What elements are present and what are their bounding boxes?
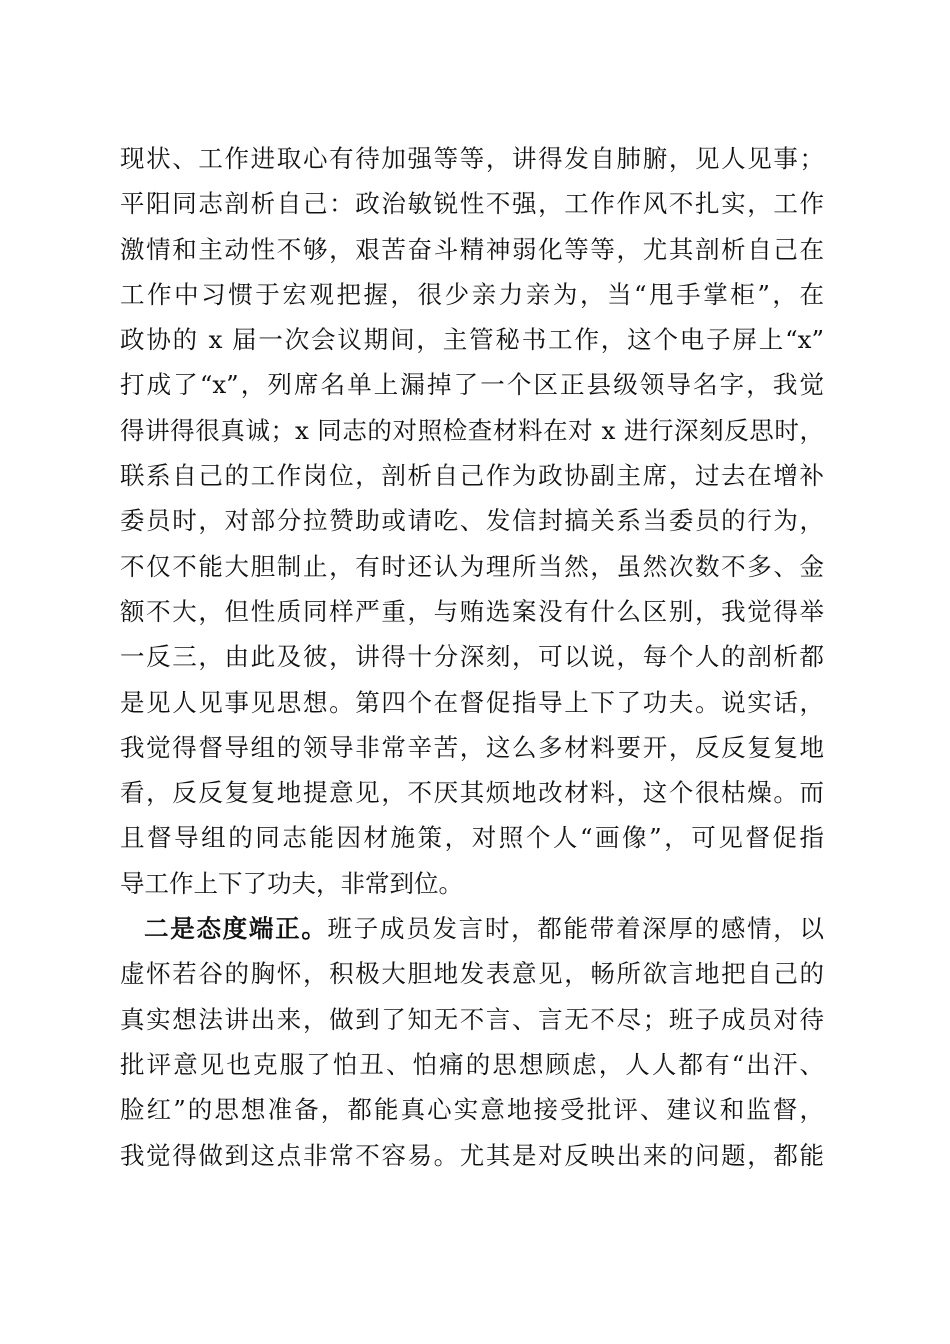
- paragraph-line: 现状、工作进取心有待加强等等，讲得发自肺腑，见人见事；: [120, 144, 824, 173]
- paragraph-first-line: [120, 906, 824, 951]
- paragraph-line: 平阳同志剖析自己：政治敏锐性不强，工作作风不扎实，工作: [120, 189, 824, 219]
- paragraph-line: 委员时，对部分拉赞助或请吃、发信封搞关系当委员的行为，: [120, 506, 824, 536]
- paragraph-line: 真实想法讲出来，做到了知无不言、言无不尽；班子成员对待: [120, 1004, 824, 1034]
- paragraph-line: 批评意见也克服了怕丑、怕痛的思想顾虑，人人都有“出汗、: [120, 1049, 824, 1079]
- paragraph-line: 一反三，由此及彼，讲得十分深刻，可以说，每个人的剖析都: [120, 642, 824, 672]
- paragraph-line: 虚怀若谷的胸怀，积极大胆地发表意见，畅所欲言地把自己的: [120, 959, 824, 989]
- paragraph-line: 政协的 x 届一次会议期间，主管秘书工作，这个电子屏上“x”: [120, 325, 824, 355]
- paragraph-2: [120, 906, 824, 1178]
- section-lead-heading: 二是态度端正。: [144, 914, 328, 944]
- paragraph-line: 我觉得督导组的领导非常辛苦，这么多材料要开，反反复复地: [120, 732, 824, 762]
- document-body: [120, 136, 824, 1178]
- paragraph-line: 得讲得很真诚；x 同志的对照检查材料在对 x 进行深刻反思时，: [120, 415, 824, 445]
- paragraph-text: 班子成员发言时，都能带着深厚的感情，以: [327, 914, 825, 944]
- paragraph-line: 导工作上下了功夫，非常到位。: [120, 868, 463, 898]
- paragraph-line: 脸红”的思想准备，都能真心实意地接受批评、建议和监督，: [120, 1095, 824, 1125]
- paragraph-line: 工作中习惯于宏观把握，很少亲力亲为，当“甩手掌柜”，在: [120, 279, 824, 309]
- paragraph-line: 看，反反复复地提意见，不厌其烦地改材料，这个很枯燥。而: [120, 778, 824, 808]
- paragraph-line: 激情和主动性不够，艰苦奋斗精神弱化等等，尤其剖析自己在: [120, 234, 824, 264]
- paragraph-line: 是见人见事见思想。第四个在督促指导上下了功夫。说实话，: [120, 687, 824, 717]
- paragraph-1: [120, 136, 824, 906]
- paragraph-line: 且督导组的同志能因材施策，对照个人“画像”，可见督促指: [120, 823, 824, 853]
- paragraph-line: 打成了“x”，列席名单上漏掉了一个区正县级领导名字，我觉: [120, 370, 824, 400]
- paragraph-line: 联系自己的工作岗位，剖析自己作为政协副主席，过去在增补: [120, 461, 824, 491]
- paragraph-line: 不仅不能大胆制止，有时还认为理所当然，虽然次数不多、金: [120, 551, 824, 581]
- paragraph-line: 额不大，但性质同样严重，与贿选案没有什么区别，我觉得举: [120, 596, 824, 626]
- paragraph-line: 我觉得做到这点非常不容易。尤其是对反映出来的问题，都能: [120, 1140, 824, 1170]
